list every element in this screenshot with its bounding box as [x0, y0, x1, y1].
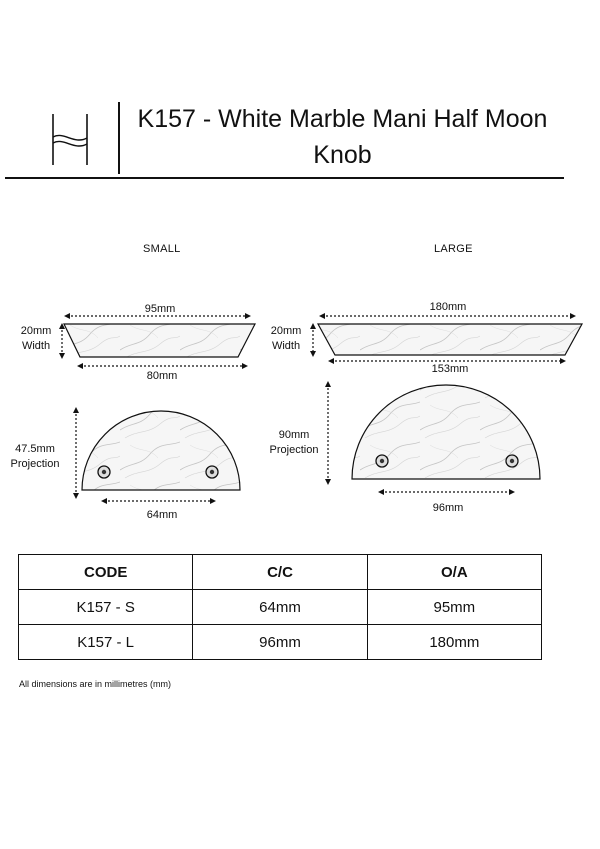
- cell-oa: 95mm: [367, 590, 541, 625]
- small-projection-label: Projection: [10, 458, 60, 470]
- table-row: [19, 590, 542, 625]
- small-section-label: SMALL: [143, 243, 181, 255]
- column-header-code: CODE: [19, 555, 193, 590]
- small-side-profile: [64, 324, 255, 357]
- table-header-row: [19, 555, 542, 590]
- cell-oa: 180mm: [367, 625, 541, 660]
- large-width-label: Width: [271, 340, 301, 352]
- large-side-profile: [318, 324, 582, 355]
- large-cc-label: 96mm: [432, 502, 464, 514]
- large-section-label: LARGE: [434, 243, 473, 255]
- large-top-width-label: 180mm: [429, 301, 467, 313]
- large-projection-value: 90mm: [278, 429, 310, 441]
- small-width-label: Width: [21, 340, 51, 352]
- small-cc-label: 64mm: [146, 509, 178, 521]
- cell-code: K157 - S: [19, 590, 193, 625]
- cell-cc: 96mm: [193, 625, 367, 660]
- small-bottom-width-label: 80mm: [146, 370, 178, 382]
- footnote: All dimensions are in millimetres (mm): [19, 679, 172, 689]
- cell-code: K157 - L: [19, 625, 193, 660]
- small-top-width-label: 95mm: [144, 303, 176, 315]
- small-projection-value: 47.5mm: [15, 443, 55, 455]
- large-width-value: 20mm: [270, 325, 302, 337]
- cell-cc: 64mm: [193, 590, 367, 625]
- column-header-oa: O/A: [367, 555, 541, 590]
- small-width-value: 20mm: [20, 325, 52, 337]
- large-bottom-width-label: 153mm: [431, 363, 469, 375]
- spec-table: [18, 554, 542, 660]
- column-header-cc: C/C: [193, 555, 367, 590]
- large-projection-label: Projection: [269, 444, 319, 456]
- table-row: [19, 625, 542, 660]
- page-title: K157 - White Marble Mani Half Moon Knob: [137, 105, 548, 169]
